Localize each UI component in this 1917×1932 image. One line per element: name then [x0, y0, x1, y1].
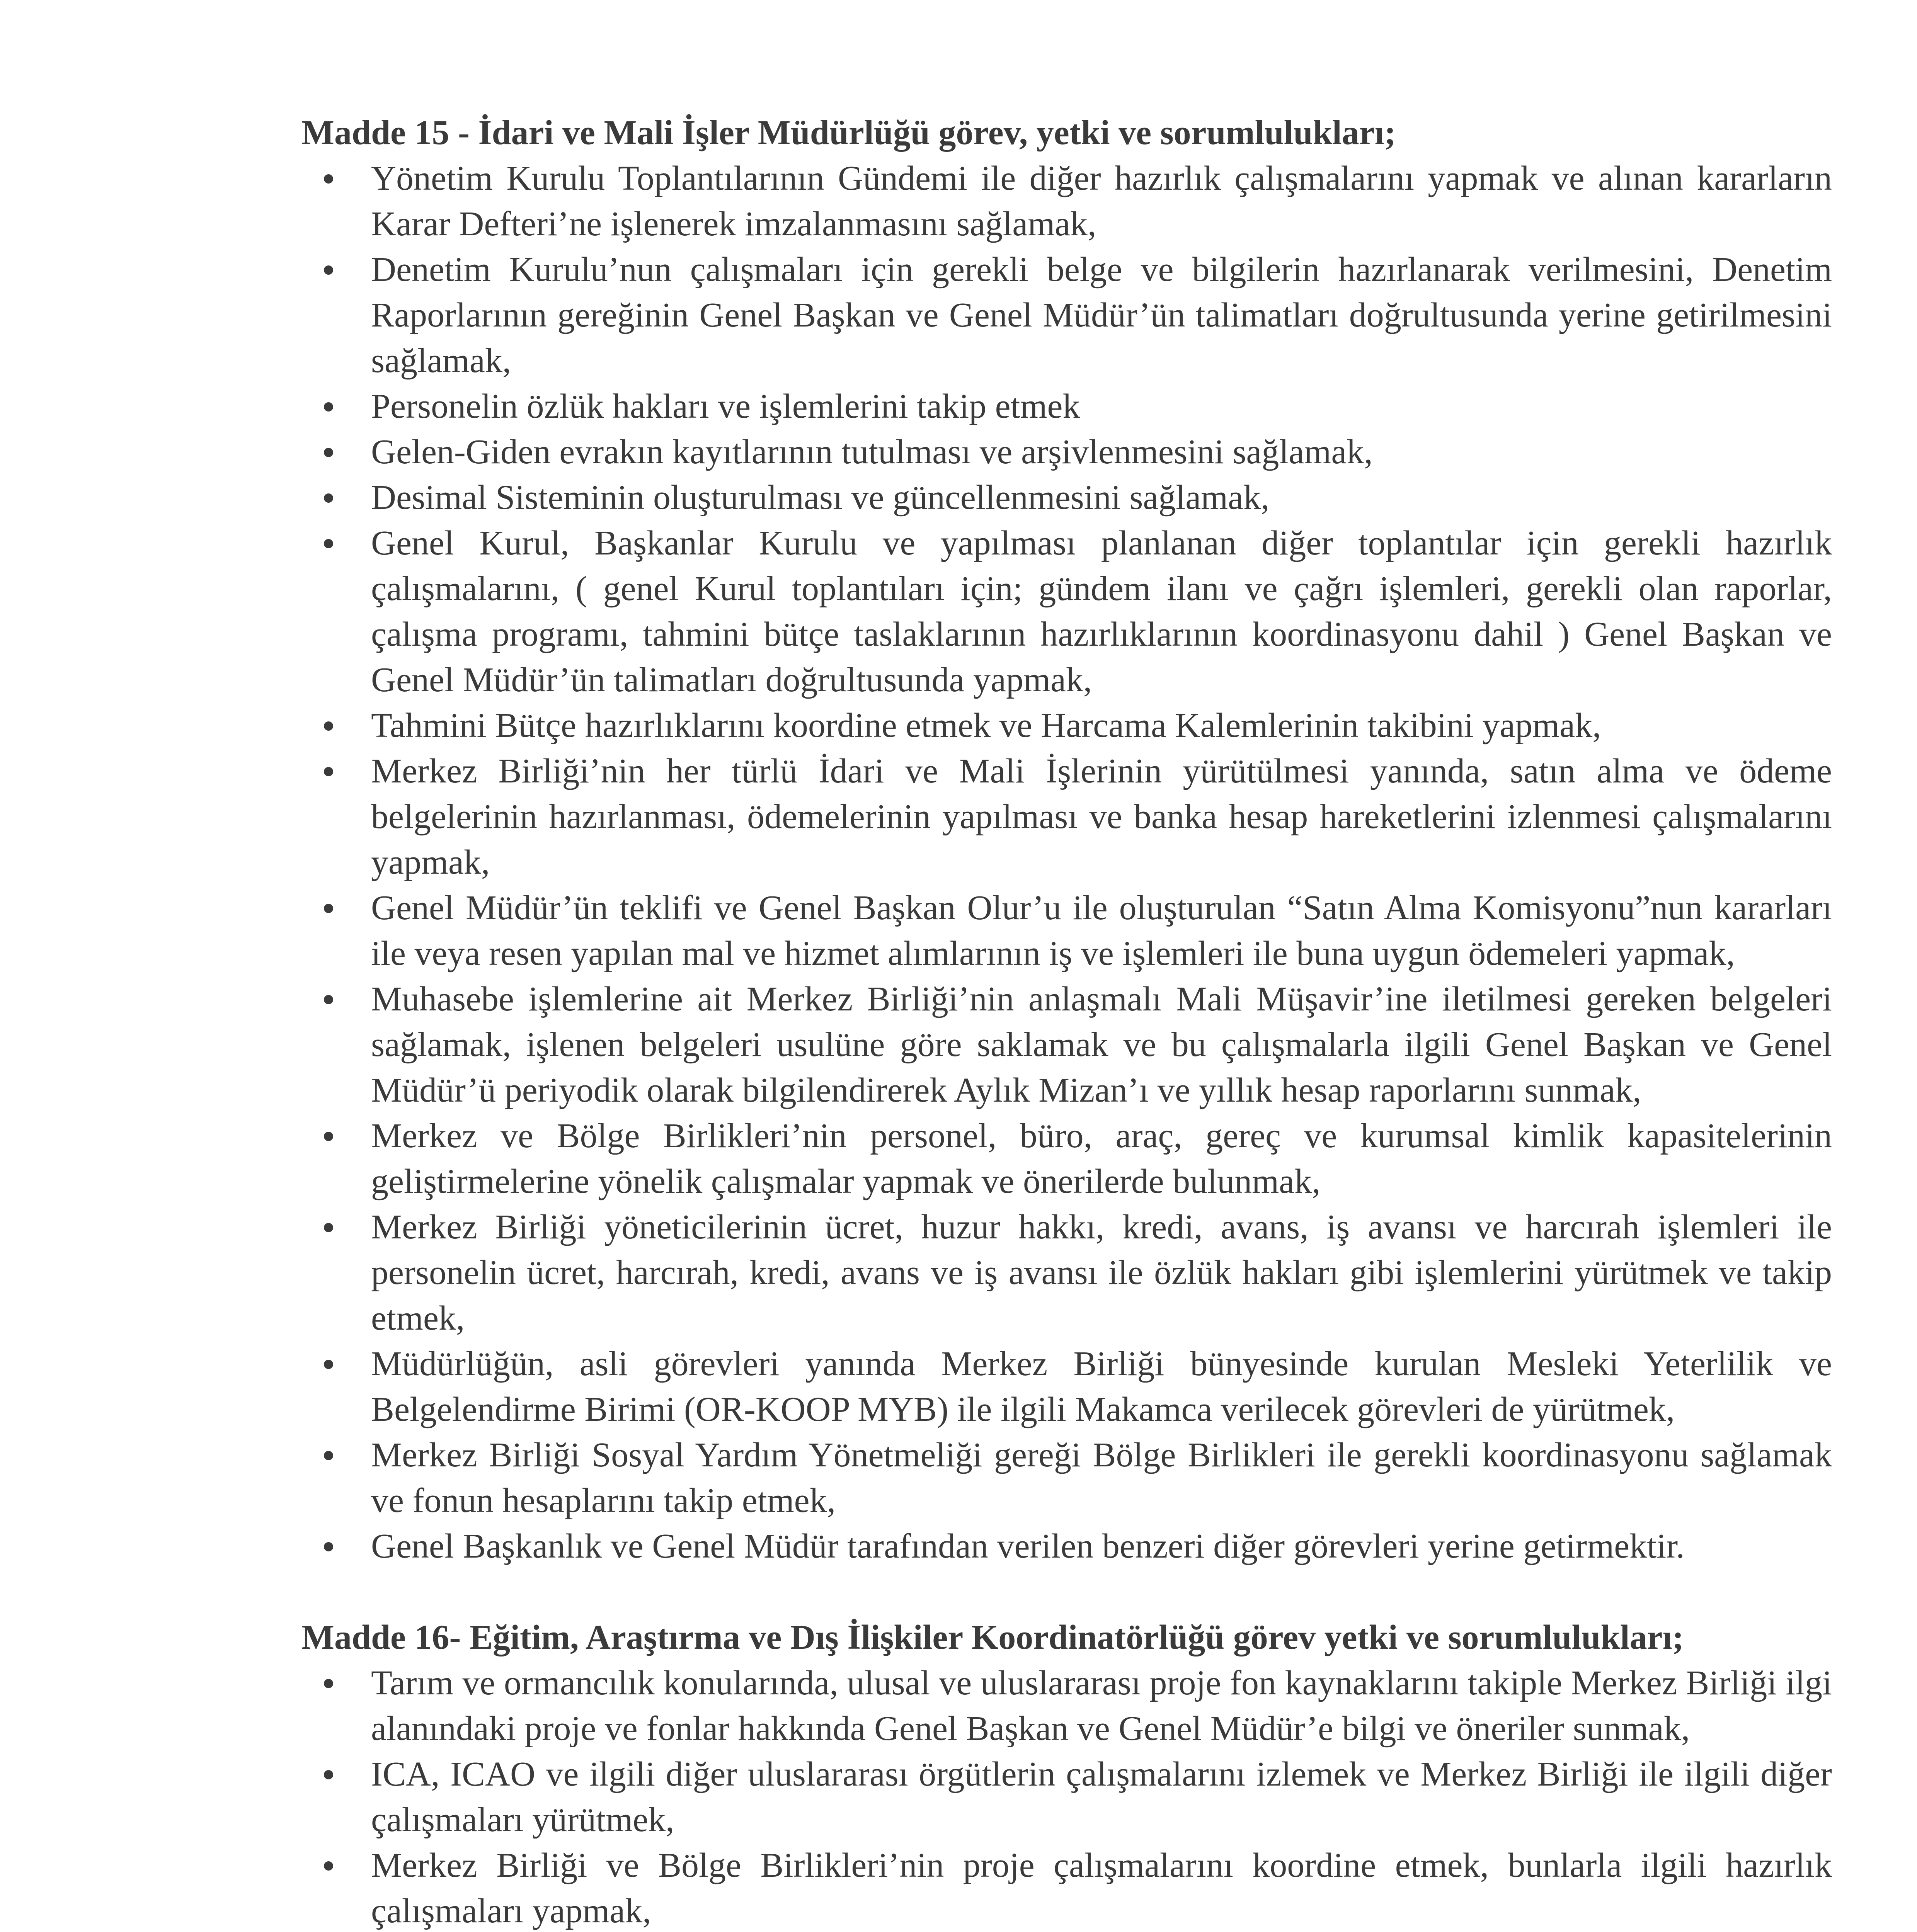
list-item: Merkez Birliği Sosyal Yardım Yönetmeliği gereği Bölge Birlikleri ile gerekli koordinasyonu sağlamak ve fonun hesaplarını takip etmek, — [301, 1432, 1832, 1524]
list-item: Merkez Birliği’nin her türlü İdari ve Mali İşlerinin yürütülmesi yanında, satın alma ve ödeme belgelerinin hazırlanması, ödemelerinin yapılması ve banka hesap hareketlerini izlenmesi çalışmalarını yapmak, — [301, 748, 1832, 885]
list-item: Merkez Birliği yöneticilerinin ücret, huzur hakkı, kredi, avans, iş avansı ve harcırah işlemleri ile personelin ücret, harcırah, kredi, avans ve iş avansı ile özlük hakları gibi işlemlerini yürütmek ve takip etmek, — [301, 1204, 1832, 1341]
section-16-heading: Madde 16- Eğitim, Araştırma ve Dış İlişkiler Koordinatörlüğü görev yetki ve sorumlulukları; — [301, 1618, 1684, 1656]
list-item: Merkez Birliği ve Bölge Birlikleri’nin proje çalışmalarını koordine etmek, bunlarla ilgili hazırlık çalışmaları yapmak, — [301, 1843, 1832, 1932]
list-item: Genel Kurul, Başkanlar Kurulu ve yapılması planlanan diğer toplantılar için gerekli hazırlık çalışmalarını, ( genel Kurul toplantıları için; gündem ilanı ve çağrı işlemleri, gerekli olan raporlar, çalışma programı, tahmini bütçe taslaklarının hazırlıklarının koordinasyonu dahil ) Genel Başkan ve Genel Müdür’ün talimatları doğrultusunda yapmak, — [301, 520, 1832, 703]
section-15-list — [301, 156, 1832, 1569]
page-content — [301, 110, 1832, 1932]
list-item: Merkez ve Bölge Birlikleri’nin personel, büro, araç, gereç ve kurumsal kimlik kapasitelerinin geliştirmelerine yönelik çalışmalar yapmak ve önerilerde bulunmak, — [301, 1113, 1832, 1204]
list-item: Personelin özlük hakları ve işlemlerini takip etmek — [301, 384, 1832, 429]
list-item: Tarım ve ormancılık konularında, ulusal ve uluslararası proje fon kaynaklarını takiple Merkez Birliği ilgi alanındaki proje ve fonlar hakkında Genel Başkan ve Genel Müdür’e bilgi ve öneriler sunmak, — [301, 1660, 1832, 1752]
section-16-list — [301, 1660, 1832, 1932]
section-15-heading: Madde 15 - İdari ve Mali İşler Müdürlüğü görev, yetki ve sorumlulukları; — [301, 114, 1396, 152]
list-item: Genel Müdür’ün teklifi ve Genel Başkan Olur’u ile oluşturulan “Satın Alma Komisyonu”nun kararları ile veya resen yapılan mal ve hizmet alımlarının iş ve işlemleri ile buna uygun ödemeleri yapmak, — [301, 885, 1832, 976]
list-item: Müdürlüğün, asli görevleri yanında Merkez Birliği bünyesinde kurulan Mesleki Yeterlilik ve Belgelendirme Birimi (OR-KOOP MYB) ile ilgili Makamca verilecek görevleri de yürütmek, — [301, 1341, 1832, 1432]
list-item: Gelen-Giden evrakın kayıtlarının tutulması ve arşivlenmesini sağlamak, — [301, 429, 1832, 475]
list-item: Tahmini Bütçe hazırlıklarını koordine etmek ve Harcama Kalemlerinin takibini yapmak, — [301, 703, 1832, 748]
list-item: ICA, ICAO ve ilgili diğer uluslararası örgütlerin çalışmalarını izlemek ve Merkez Birliği ile ilgili diğer çalışmaları yürütmek, — [301, 1752, 1832, 1843]
list-item: Yönetim Kurulu Toplantılarının Gündemi ile diğer hazırlık çalışmalarını yapmak ve alınan kararların Karar Defteri’ne işlenerek imzalanmasını sağlamak, — [301, 156, 1832, 247]
list-item: Denetim Kurulu’nun çalışmaları için gerekli belge ve bilgilerin hazırlanarak verilmesini, Denetim Raporlarının gereğinin Genel Başkan ve Genel Müdür’ün talimatları doğrultusunda yerine getirilmesini sağlamak, — [301, 247, 1832, 384]
list-item: Genel Başkanlık ve Genel Müdür tarafından verilen benzeri diğer görevleri yerine getirmektir. — [301, 1524, 1832, 1569]
list-item: Desimal Sisteminin oluşturulması ve güncellenmesini sağlamak, — [301, 475, 1832, 520]
list-item: Muhasebe işlemlerine ait Merkez Birliği’nin anlaşmalı Mali Müşavir’ine iletilmesi gereken belgeleri sağlamak, işlenen belgeleri usulüne göre saklamak ve bu çalışmalarla ilgili Genel Başkan ve Genel Müdür’ü periyodik olarak bilgilendirerek Aylık Mizan’ı ve yıllık hesap raporlarını sunmak, — [301, 976, 1832, 1113]
